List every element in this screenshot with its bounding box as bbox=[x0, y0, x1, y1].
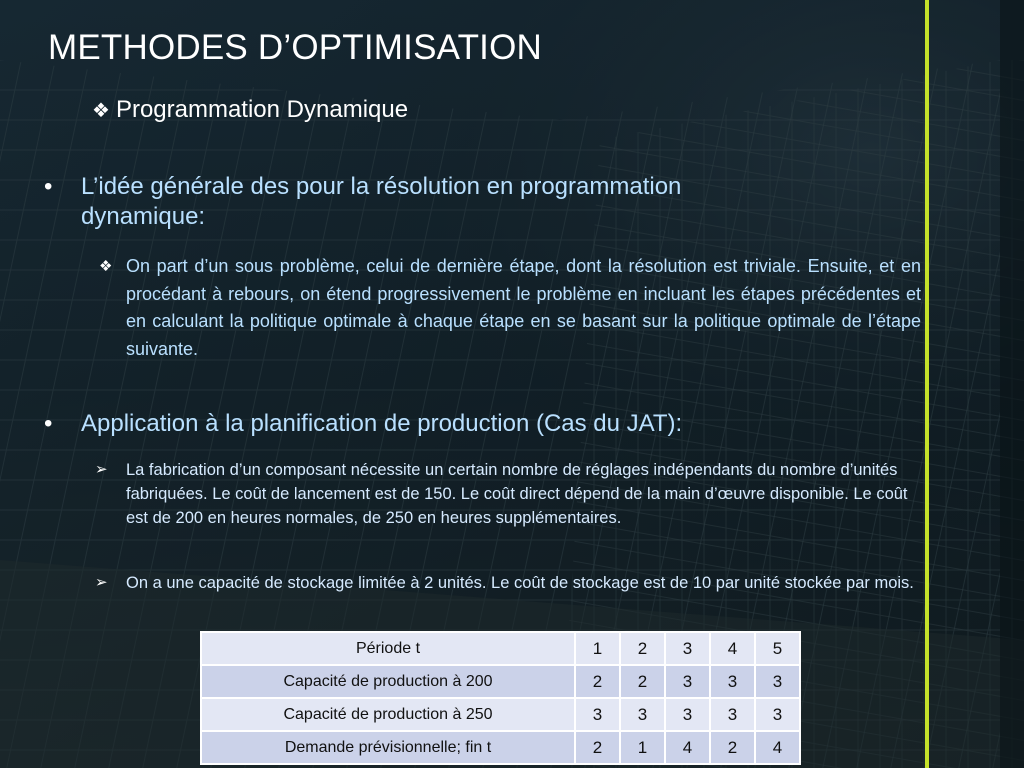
bullet-item bbox=[44, 409, 864, 441]
table-cell: 3 bbox=[710, 665, 755, 698]
arrow-bullet-icon: ➢ bbox=[95, 461, 108, 478]
sub-point-text: On a une capacité de stockage limitée à 2 unités. Le coût de stockage est de 10 par unité stockée par mois. bbox=[126, 574, 914, 592]
table-cell: 1 bbox=[575, 632, 620, 665]
row-label: Demande prévisionnelle; fin t bbox=[201, 731, 575, 764]
table-cell: 2 bbox=[620, 665, 665, 698]
slide-title: METHODES D’OPTIMISATION bbox=[48, 28, 542, 67]
row-label: Période t bbox=[201, 632, 575, 665]
bullet-dot-icon: • bbox=[44, 173, 53, 200]
table-cell: 2 bbox=[620, 632, 665, 665]
table-row bbox=[201, 731, 800, 764]
table-cell: 3 bbox=[620, 698, 665, 731]
bullet-text: Application à la planification de production (Cas du JAT): bbox=[81, 410, 683, 437]
sub-point bbox=[95, 571, 925, 621]
table-cell: 2 bbox=[710, 731, 755, 764]
table-cell: 1 bbox=[620, 731, 665, 764]
sub-point-text: La fabrication d’un composant nécessite un certain nombre de réglages indépendants du nombre d’unités fabriquées. Le coût de lancement est de 150. Le coût direct dépend de la main d’œuvre disponible. Le coût est de 200 en heures normales, de 250 en heures supplémentaires. bbox=[126, 461, 908, 527]
sub-point-text: On part d’un sous problème, celui de dernière étape, dont la résolution est triviale. Ensuite, et en procédant à rebours, on étend progressivement le problème en incluant les étapes précédentes et en calculant la politique optimale à chaque étape en se basant sur la politique optimale de l’étape suivante. bbox=[126, 256, 921, 359]
row-label: Capacité de production à 200 bbox=[201, 665, 575, 698]
bullet-text: L’idée générale des pour la résolution en programmation dynamique: bbox=[81, 173, 682, 230]
accent-bar-right bbox=[925, 0, 929, 768]
table-cell: 3 bbox=[755, 665, 800, 698]
table-cell: 5 bbox=[755, 632, 800, 665]
table-cell: 2 bbox=[575, 665, 620, 698]
table-cell: 3 bbox=[710, 698, 755, 731]
bullet-dot-icon: • bbox=[44, 410, 53, 437]
bullet-item bbox=[44, 172, 824, 232]
table-cell: 4 bbox=[665, 731, 710, 764]
row-label: Capacité de production à 250 bbox=[201, 698, 575, 731]
table-cell: 2 bbox=[575, 731, 620, 764]
table-cell: 3 bbox=[665, 632, 710, 665]
table-cell: 3 bbox=[575, 698, 620, 731]
arrow-bullet-icon: ➢ bbox=[95, 574, 108, 591]
production-table bbox=[200, 631, 801, 765]
table-cell: 3 bbox=[665, 698, 710, 731]
table-cell: 4 bbox=[755, 731, 800, 764]
diamond-bullet-icon: ❖ bbox=[92, 100, 110, 122]
table-cell: 4 bbox=[710, 632, 755, 665]
table-cell: 3 bbox=[755, 698, 800, 731]
diamond-bullet-icon: ❖ bbox=[99, 258, 113, 275]
table-cell: 3 bbox=[665, 665, 710, 698]
table-row bbox=[201, 632, 800, 665]
subtitle-text: Programmation Dynamique bbox=[115, 96, 409, 123]
slide-subtitle bbox=[92, 96, 408, 124]
sub-point bbox=[95, 458, 925, 556]
table-row bbox=[201, 698, 800, 731]
table-row bbox=[201, 665, 800, 698]
sub-point bbox=[99, 253, 921, 393]
